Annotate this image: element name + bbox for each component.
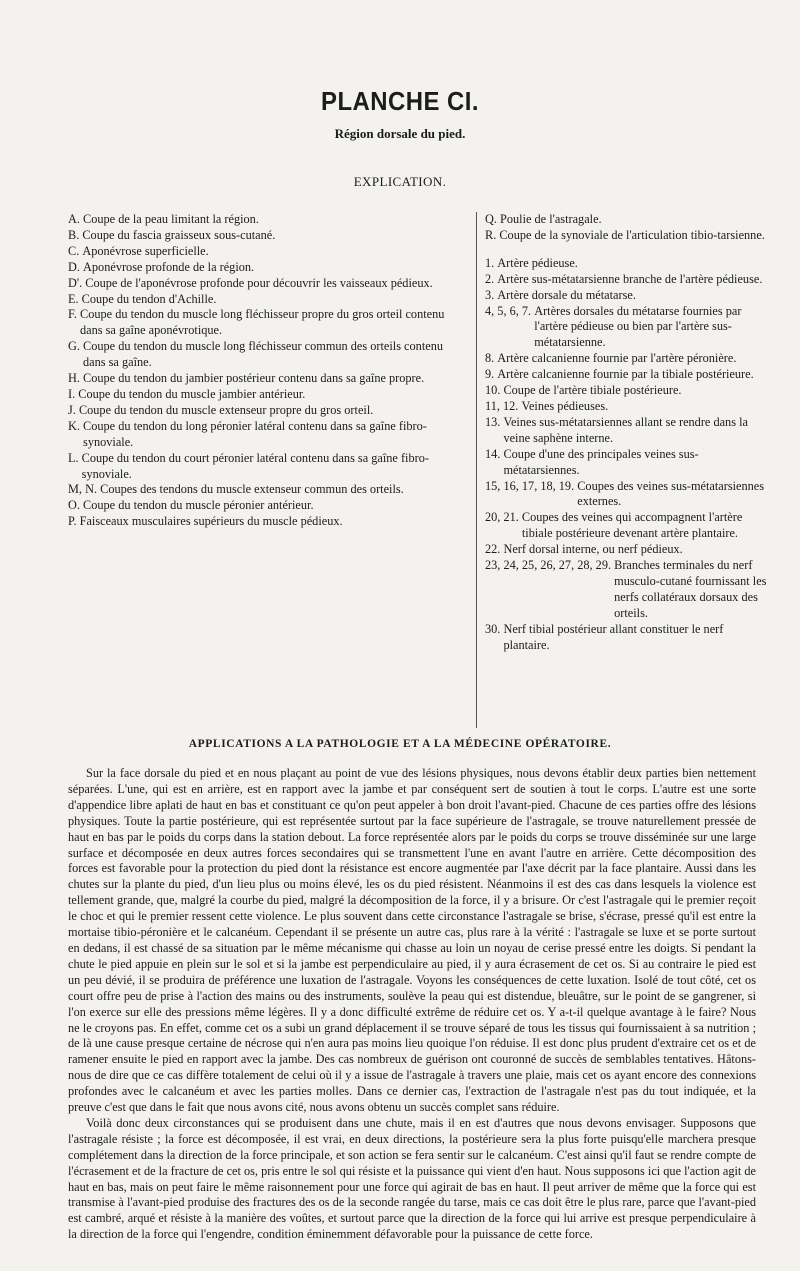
legend-text: Coupes des veines qui accompagnent l'artère tibiale postérieure devenant artère plantaire. [521,510,743,541]
plate-title: PLANCHE CI. [321,86,479,116]
legend-item [485,415,767,447]
legend-text: Artère sus-métatarsienne branche de l'artère pédieuse. [497,271,763,286]
legend-item [485,622,767,654]
legend-key: J. [68,402,79,417]
legend-text: Coupe du tendon du muscle extenseur propre du gros orteil. [78,402,374,417]
legend-item [485,367,767,383]
legend-text: Artère calcanienne fournie par l'artère péronière. [497,351,737,366]
legend-text: Coupe de la peau limitant la région. [83,212,259,226]
legend-item [68,244,464,260]
legend-item [485,383,767,399]
legend-numbers [476,212,767,728]
legend-item [485,304,767,352]
legend-key: 13. [485,414,504,429]
legend-item [68,292,464,308]
legend-item [68,307,464,339]
legend-key: C. [68,243,83,258]
legend-item [485,399,767,415]
legend-item [485,479,767,511]
legend-gap [485,244,767,256]
plate-subtitle: Région dorsale du pied. [334,126,466,141]
legend-item [485,351,767,367]
legend-text: Veines sus-métatarsiennes allant se rendre dans la veine saphène interne. [503,414,748,445]
legend-text: Aponévrose profonde de la région. [83,259,255,274]
legend-item [68,339,464,371]
legend-text: Artère dorsale du métatarse. [497,287,636,302]
legend-letters [68,212,464,530]
legend-key: H. [68,371,84,386]
legend-key: 1. [485,255,498,270]
legend-key: E. [68,291,82,306]
legend-key: M, N. [68,482,101,497]
legend-text: Coupes des tendons du muscle extenseur commun des orteils. [100,482,404,497]
legend-key: O. [68,498,84,513]
legend-key: P. [68,514,80,529]
legend-text: Artères dorsales du métatarse fournies par l'artère pédieuse ou bien par l'artère sus-métatarsienne. [534,303,742,350]
legend-text: Coupe du tendon du muscle péronier antérieur. [83,498,314,513]
legend-item [485,256,767,272]
legend-key: B. [68,227,83,242]
legend-item [485,288,767,304]
legend-text: Branches terminales du nerf musculo-cutané fournissant les nerfs collatéraux dorsaux des orteils. [614,558,767,620]
legend-text: Nerf tibial postérieur allant constituer le nerf plantaire. [503,621,724,652]
section-heading: APPLICATIONS A LA PATHOLOGIE ET A LA MÉDECINE OPÉRATOIRE. [188,738,612,750]
legend-key: 15, 16, 17, 18, 19. [485,478,578,493]
legend-item [485,272,767,288]
legend-key: A. [68,212,84,226]
legend-item [68,387,464,403]
legend-key: G. [68,339,84,354]
legend-item [68,276,464,292]
legend-text: Aponévrose superficielle. [82,243,209,258]
legend-key: L. [68,450,82,465]
legend-key: 10. [485,383,504,398]
legend-item [68,403,464,419]
legend-text: Coupe du tendon d'Achille. [81,291,217,306]
legend-key: I. [68,386,79,401]
legend-key: D. [68,259,84,274]
legend-text: Coupe de l'artère tibiale postérieure. [503,383,682,398]
legend-item [485,228,767,244]
legend-item [485,510,767,542]
legend-key: 8. [485,351,498,366]
legend-key: R. [485,227,500,242]
legend-key: 11, 12. [485,398,522,413]
legend-key: 23, 24, 25, 26, 27, 28, 29. [485,558,615,573]
legend-text: Coupes des veines sus-métatarsiennes externes. [577,478,765,509]
legend-text: Poulie de l'astragale. [500,212,602,226]
legend-text: Nerf dorsal interne, ou nerf pédieux. [503,542,683,557]
legend-key: 22. [485,542,504,557]
legend-key: 4, 5, 6, 7. [485,303,535,318]
legend-text: Faisceaux musculaires supérieurs du muscle pédieux. [79,514,343,529]
explication-heading: EXPLICATION. [353,174,447,189]
paragraph: Voilà donc deux circonstances qui se produisent dans une chute, mais il en est d'autres que nous devons envisager. Supposons que l'astragale résiste ; la force est décomposée, il est vrai, en deux directions, la postérieure sera la plus forte puisqu'elle marchera presque complétement dans la direction de la force principale, et son action se fera sentir sur le calcanéum. C'est ainsi qu'il faut se rendre compte de l'écrasement et de la fracture de cet os, pris entre le sol qui résiste et la puissance qui vient d'en haut. Nous supposons ici que l'action agit de haut en bas, mais on peut faire le même raisonnement pour une force qui agirait de bas en haut. Il peut arriver de même que la force qui est transmise à l'avant-pied produise des fractures des os de la seconde rangée du tarse, mais ce cas doit être le plus rare, parce que l'avant-pied est cambré, arqué et résiste à la manière des voûtes, et surtout parce que la direction de la force qui lui arrive est presque perpendiculaire à la direction de la force qui l'engendre, condition éminemment défavorable pour la puissance de cette force. [68,1115,756,1242]
legend-text: Veines pédieuses. [521,398,609,413]
paragraph: Sur la face dorsale du pied et en nous plaçant au point de vue des lésions physiques, nous devons établir deux parties bien nettement séparées. L'une, qui est en arrière, est en rapport avec la jambe et par conséquent sert de soutien à tout le corps. L'autre est une sorte d'appendice libre aplati de haut en bas et constituant ce qu'on peut appeler à bon droit l'avant-pied. Chacune de ces parties offre des lésions physiques. Toute la partie postérieure, qui est représentée surtout par la face supérieure de l'astragale, se trouve naturellement pressée de haut en bas par le poids du corps dans la station debout. La force représentée alors par le poids du corps se trouve disséminée sur une large surface et décomposée en deux autres forces secondaires qui se transmettent l'une en avant l'autre en arrière. Cette décomposition des forces est favorable pour la protection du pied dont la résistance est encore augmentée par l'axe décrit par la face plantaire. Aussi dans les chutes sur la plante du pied, d'un lieu plus ou moins élevé, les os du pied résistent. Néanmoins il est des cas dans lesquels la violence est tellement grande, que, malgré la courbe du pied, malgré la décomposition de la force, il y a brisure. Or c'est l'astragale qui le premier reçoit le choc et qui le premier ressent cette violence. Le plus souvent dans cette circonstance l'astragale se brise, s'écrase, pressé qu'il est entre la mortaise tibio-péronière et le calcanéum. Cependant il se présente un autre cas, plus rare à la vérité : l'astragale se luxe et se porte surtout en dedans, il est chassé de sa situation par le même mécanisme qui chasse au loin un noyau de cerise pressé entre les doigts. Si pendant la chute le pied appuie en plein sur le sol et si la jambe est perpendiculaire au pied, il y aura écrasement de cet os. Si au contraire le pied est un peu dévié, il se produira de préférence une luxation de l'astragale. Voyons les conséquences de cette luxation. Isolé de tout côté, cet os court offre peu de prise à l'action des mains ou des instruments, soulève la peau qui est distendue, bleuâtre, sur le point de se gangrener, si l'on exerce sur elle des pressions même légères. Il y a donc difficulté extrême de réduire cet os. Y a-t-il quelque avantage à le faire? Nous ne le croyons pas. En effet, comme cet os a subi un grand déplacement il se trouve séparé de tous les tissus qui fournissaient à sa nutrition ; de là une cause presque certaine de nécrose qui n'en aura pas moins lieu quoique l'on réduise. Il est donc plus prudent d'extraire cet os et de ramener ensuite le pied en rapport avec la jambe. Des cas nombreux de guérison ont couronné de succès de semblables tentatives. Hâtons-nous de dire que ce cas diffère totalement de celui où il y a issue de l'astragale à travers une plaie, mais cet os ayant encore des connexions profondes avec le calcanéum et avec les parties molles. Dans ce dernier cas, l'extraction de l'astragale n'est pas du tout indiquée, et la preuve c'est que dans le fait que nous avons cité, nous avons obtenu un succès complet sans réduire. [68,766,756,1115]
legend-item [68,451,464,483]
legend-key: F. [68,307,81,322]
legend-item [68,228,464,244]
body-text [68,766,756,1243]
legend-item [485,542,767,558]
legend-text: Coupe du tendon du muscle long fléchisseur propre du gros orteil contenu dans sa gaîne aponévrotique. [80,307,445,338]
legend-text: Coupe du tendon du muscle jambier antérieur. [78,386,306,401]
legend-text: Coupe du tendon du jambier postérieur contenu dans sa gaîne propre. [83,371,425,386]
legend-key: 14. [485,446,504,461]
legend-key: 3. [485,287,498,302]
legend-key: D'. [68,275,86,290]
legend-key: 30. [485,621,504,636]
legend-text: Coupe du tendon du court péronier latéral contenu dans sa gaîne fibro-synoviale. [81,450,429,481]
legend-key: Q. [485,212,501,226]
legend-item [68,514,464,530]
legend-text: Coupe du tendon du muscle long fléchisseur commun des orteils contenu dans sa gaîne. [83,339,443,370]
legend-text: Coupe de la synoviale de l'articulation tibio-tarsienne. [499,227,765,242]
legend-key: 9. [485,367,498,382]
legend-text: Coupe du tendon du long péronier latéral contenu dans sa gaîne fibro-synoviale. [83,418,427,449]
legend-item [68,371,464,387]
legend-text: Coupe de l'aponévrose profonde pour découvrir les vaisseaux pédieux. [85,275,433,290]
legend-item [485,447,767,479]
legend-item [485,212,767,228]
legend-text: Coupe du fascia graisseux sous-cutané. [82,227,276,242]
legend-item [68,498,464,514]
legend-item [485,558,767,622]
legend-item [68,482,464,498]
legend-item [68,419,464,451]
legend-text: Coupe d'une des principales veines sus-métatarsiennes. [503,446,699,477]
legend-key: 20, 21. [485,510,522,525]
legend-item [68,212,464,228]
legend-text: Artère calcanienne fournie par la tibiale postérieure. [497,367,754,382]
legend-text: Artère pédieuse. [497,255,578,270]
legend-key: K. [68,418,84,433]
legend-key: 2. [485,271,498,286]
legend-item [68,260,464,276]
